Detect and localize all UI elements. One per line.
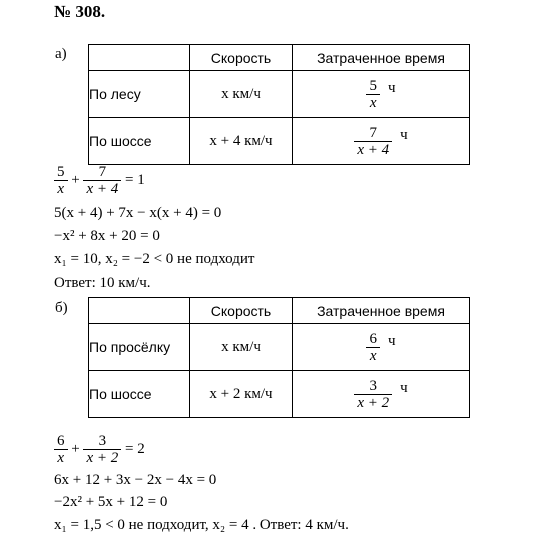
part-b-equation-1: [54, 433, 145, 466]
table-corner-cell: [89, 298, 190, 324]
part-b-equation-3: −2x² + 5x + 12 = 0: [54, 494, 168, 510]
time-fraction: [366, 331, 380, 364]
equation-fraction: [83, 164, 121, 197]
header-speed: Скорость: [190, 45, 293, 71]
fraction-denominator: x + 4: [357, 141, 390, 158]
fraction-numerator: 6: [366, 331, 380, 348]
part-a-label: а): [55, 46, 67, 62]
fraction-denominator: x: [369, 94, 377, 111]
row-name: По просёлку: [89, 324, 190, 371]
part-a-roots: x₁ = 10, x₂ = −2 < 0 не подходит: [54, 251, 255, 267]
row-name: По лесу: [89, 71, 190, 118]
time-unit: ч: [387, 79, 396, 96]
part-a-equation-3: −x² + 8x + 20 = 0: [54, 228, 160, 244]
row-speed: x км/ч: [190, 71, 293, 118]
equation-operator: +: [71, 171, 80, 188]
part-b-label: б): [55, 300, 68, 316]
time-unit: ч: [400, 379, 408, 396]
table-corner-cell: [89, 45, 190, 71]
fraction-denominator: x + 2: [86, 450, 119, 466]
part-a-equation-1: [54, 164, 145, 197]
part-a-equation-2: 5(x + 4) + 7x − x(x + 4) = 0: [54, 205, 222, 221]
table-row: [89, 324, 470, 371]
time-fraction: [354, 378, 392, 411]
part-b-table: [88, 297, 470, 418]
equation-fraction: [83, 433, 121, 466]
part-b-roots-and-answer: x₁ = 1,5 < 0 не подходит, x₂ = 4 . Ответ: 4 км/ч.: [54, 517, 349, 533]
row-speed: x + 2 км/ч: [190, 371, 293, 418]
fraction-denominator: x: [369, 347, 377, 364]
fraction-numerator: 3: [354, 378, 392, 395]
part-b-equation-2: 6x + 12 + 3x − 2x − 4x = 0: [54, 472, 217, 488]
equation-rhs: = 2: [125, 440, 145, 457]
time-unit: ч: [400, 126, 408, 143]
row-name: По шоссе: [89, 118, 190, 165]
fraction-numerator: 7: [354, 125, 392, 142]
fraction-numerator: 6: [54, 433, 68, 450]
fraction-denominator: x: [57, 450, 65, 466]
problem-number: № 308.: [54, 2, 106, 21]
fraction-numerator: 7: [83, 164, 121, 181]
row-name: По шоссе: [89, 371, 190, 418]
fraction-numerator: 3: [83, 433, 121, 450]
row-speed: x + 4 км/ч: [190, 118, 293, 165]
table-header-row: [89, 298, 470, 324]
fraction-numerator: 5: [366, 78, 380, 95]
table-header-row: [89, 45, 470, 71]
row-time: [293, 371, 470, 418]
table-row: [89, 118, 470, 165]
row-speed: x км/ч: [190, 324, 293, 371]
fraction-denominator: x + 2: [357, 394, 390, 411]
time-unit: ч: [387, 332, 396, 349]
row-time: [293, 71, 470, 118]
table-row: [89, 71, 470, 118]
header-time: Затраченное время: [293, 298, 470, 324]
equation-fraction: [54, 164, 68, 197]
fraction-numerator: 5: [54, 164, 68, 181]
row-time: [293, 324, 470, 371]
part-a-table: [88, 44, 470, 165]
part-a-answer: Ответ: 10 км/ч.: [54, 275, 151, 291]
time-fraction: [366, 78, 380, 111]
fraction-denominator: x: [57, 181, 65, 197]
header-time: Затраченное время: [293, 45, 470, 71]
equation-fraction: [54, 433, 68, 466]
equation-operator: +: [71, 440, 80, 457]
row-time: [293, 118, 470, 165]
equation-rhs: = 1: [125, 171, 145, 188]
table-row: [89, 371, 470, 418]
fraction-denominator: x + 4: [86, 181, 119, 197]
header-speed: Скорость: [190, 298, 293, 324]
time-fraction: [354, 125, 392, 158]
